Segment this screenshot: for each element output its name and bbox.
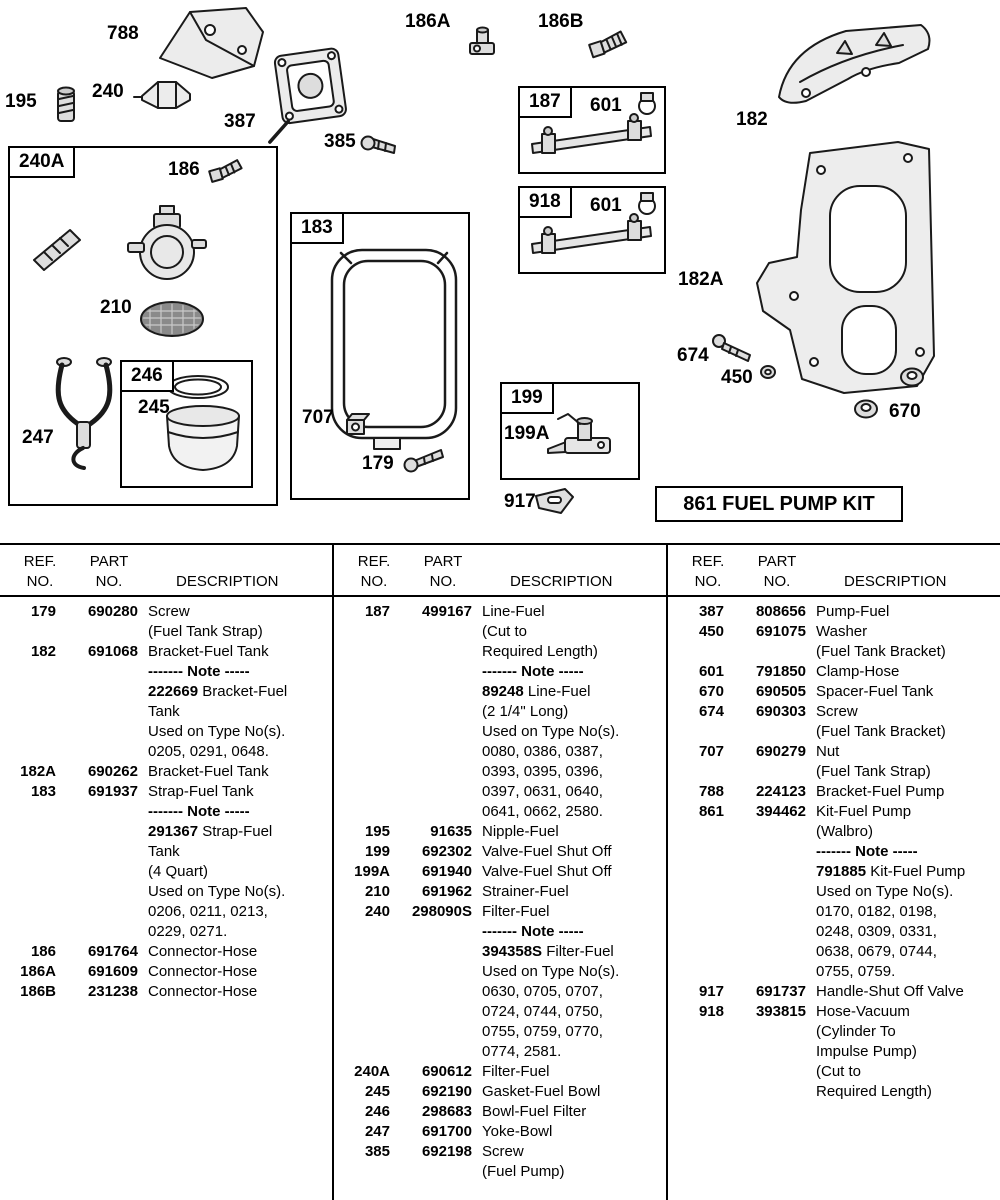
parts-diagram (0, 0, 1000, 543)
table-row (0, 762, 332, 782)
part-no-value: 690279 (755, 743, 806, 760)
description-header: DESCRIPTION (176, 573, 279, 590)
label-245: 245 (138, 397, 170, 418)
ref-no-value: 918 (698, 1003, 724, 1020)
table-row (668, 602, 1000, 622)
shut-off-handle-illustration (536, 489, 573, 513)
label-246: 246 (120, 360, 174, 392)
part-no-value: 691737 (755, 983, 806, 1000)
description-value: Connector-Hose (148, 943, 258, 960)
description-value: Hose-Vacuum (Cylinder To Impulse Pump) (Cut to Required Length) (816, 1003, 932, 1100)
ref-no-value: 240 (364, 903, 390, 920)
part-no-value: 224123 (755, 783, 806, 800)
screw-385-illustration (362, 137, 396, 154)
part-no-value: 691075 (755, 623, 806, 640)
part-no-value: 690505 (755, 683, 806, 700)
ref-no-value: 210 (364, 883, 390, 900)
part-no-value: 692302 (421, 843, 472, 860)
description-value: Strap-Fuel Tank ------- Note ----- 291367 Strap-Fuel Tank (4 Quart) Used on Type No(s). 0206, 0211, 0213, 0229, 0271. (148, 783, 286, 940)
table-body (334, 597, 666, 1182)
description-value: Bracket-Fuel Tank ------- Note ----- 222669 Bracket-Fuel Tank Used on Type No(s). 0205, 0291, 0648. (148, 643, 288, 760)
part-no-value: 91635 (430, 823, 472, 840)
label-187: 187 (518, 86, 572, 118)
label-601-upper: 601 (590, 95, 622, 116)
bracket-fuel-tank-182a-illustration (757, 142, 934, 393)
table-row (334, 862, 666, 882)
ref-no-value: 707 (698, 743, 724, 760)
part-no-value: 499167 (421, 603, 472, 620)
label-186b: 186B (538, 11, 584, 32)
part-no-value: 690303 (755, 703, 806, 720)
table-row (334, 822, 666, 842)
table-row (334, 1102, 666, 1122)
table-row (0, 782, 332, 942)
description-value: Gasket-Fuel Bowl (482, 1083, 601, 1100)
ref-no-value: 182 (30, 643, 56, 660)
label-601-lower: 601 (590, 195, 622, 216)
description-header: DESCRIPTION (844, 573, 947, 590)
description-value: Kit-Fuel Pump (Walbro) ------- Note ----- 791885 Kit-Fuel Pump Used on Type No(s). 0170, 0182, 0198, 0248, 0309, 0331, 0638, 0679, 0744, 0755, 0759. (816, 803, 966, 980)
ref-no-value: 199 (364, 843, 390, 860)
description-value: Screw (Fuel Tank Bracket) (816, 703, 946, 740)
table-row (334, 842, 666, 862)
description-value: Pump-Fuel (816, 603, 890, 620)
table-row (668, 782, 1000, 802)
parts-table-column-3 (666, 545, 1000, 1200)
parts-table (0, 543, 1000, 1200)
table-row (334, 1082, 666, 1102)
ref-no-value: 187 (364, 603, 390, 620)
table-body (668, 597, 1000, 1102)
table-row (668, 662, 1000, 682)
ref-no-value: 246 (364, 1103, 390, 1120)
label-195: 195 (5, 91, 37, 112)
table-row (334, 902, 666, 1062)
label-183: 183 (290, 212, 344, 244)
label-240: 240 (92, 81, 124, 102)
table-row (0, 602, 332, 642)
part-no-value: 393815 (755, 1003, 806, 1020)
ref-no-value: 670 (698, 683, 724, 700)
ref-no-value: 247 (364, 1123, 390, 1140)
part-no-value: 691962 (421, 883, 472, 900)
description-value: Screw (Fuel Pump) (482, 1143, 565, 1180)
description-value: Bracket-Fuel Tank (148, 763, 269, 780)
part-no-value: 690612 (421, 1063, 472, 1080)
description-value: Nipple-Fuel (482, 823, 559, 840)
description-value: Bowl-Fuel Filter (482, 1103, 587, 1120)
fuel-pump-illustration (258, 48, 349, 142)
description-value: Yoke-Bowl (482, 1123, 553, 1140)
table-row (334, 1142, 666, 1182)
ref-no-value: 182A (20, 763, 56, 780)
bracket-fuel-pump-illustration (160, 8, 263, 78)
part-no-value: 691937 (87, 783, 138, 800)
table-row (668, 802, 1000, 982)
description-value: Handle-Shut Off Valve (816, 983, 964, 1000)
table-row (334, 602, 666, 822)
ref-no-value: 199A (354, 863, 390, 880)
ref-header: REF. (357, 553, 391, 570)
fuel-nipple-illustration (58, 88, 74, 122)
straight-connector-186b-illustration (588, 31, 627, 57)
washer-450-illustration (761, 366, 775, 378)
table-header (668, 545, 1000, 597)
bracket-fuel-tank-182-illustration (779, 25, 929, 103)
part-no-value: 690262 (87, 763, 138, 780)
label-917: 917 (504, 491, 536, 512)
ref-header: REF. (691, 553, 725, 570)
table-row (0, 942, 332, 962)
table-row (0, 642, 332, 762)
part-no-value: 692198 (421, 1143, 472, 1160)
part-no-header: NO. (763, 573, 791, 590)
label-670: 670 (889, 401, 921, 422)
part-header: PART (89, 553, 129, 570)
table-row (668, 682, 1000, 702)
description-value: Valve-Fuel Shut Off (482, 843, 612, 860)
parts-table-column-2 (332, 545, 666, 1200)
ref-no-value: 917 (698, 983, 724, 1000)
table-body (0, 597, 332, 1002)
table-row (334, 882, 666, 902)
ref-no-value: 245 (364, 1083, 390, 1100)
ref-no-value: 788 (698, 783, 724, 800)
ref-no-header: NO. (694, 573, 722, 590)
screw-674-illustration (713, 335, 750, 361)
ref-no-value: 186A (20, 963, 56, 980)
ref-no-value: 179 (30, 603, 56, 620)
description-value: Strainer-Fuel (482, 883, 569, 900)
description-value: Filter-Fuel ------- Note ----- 394358S Filter-Fuel Used on Type No(s). 0630, 0705, 0707, 0724, 0744, 0750, 0755, 0759, 0770, 0774, 2581. (482, 903, 620, 1060)
label-788: 788 (107, 23, 139, 44)
part-no-value: 692190 (421, 1083, 472, 1100)
fuel-filter-240-illustration (134, 82, 190, 108)
ref-no-value: 387 (698, 603, 724, 620)
table-row (0, 982, 332, 1002)
label-186a: 186A (405, 11, 451, 32)
description-value: Screw (Fuel Tank Strap) (148, 603, 263, 640)
ref-no-value: 240A (354, 1063, 390, 1080)
ref-no-value: 186 (30, 943, 56, 960)
description-value: Connector-Hose (148, 963, 258, 980)
ref-no-value: 861 (698, 803, 724, 820)
label-210: 210 (100, 297, 132, 318)
description-value: Spacer-Fuel Tank (816, 683, 934, 700)
table-row (0, 962, 332, 982)
ref-no-value: 186B (20, 983, 56, 1000)
part-no-value: 231238 (87, 983, 138, 1000)
table-row (334, 1062, 666, 1082)
description-value: Valve-Fuel Shut Off (482, 863, 612, 880)
ref-no-header: NO. (26, 573, 54, 590)
label-186: 186 (168, 159, 200, 180)
label-199: 199 (500, 382, 554, 414)
part-no-value: 691940 (421, 863, 472, 880)
part-no-value: 691764 (87, 943, 138, 960)
description-value: Bracket-Fuel Pump (816, 783, 945, 800)
elbow-connector-186a-illustration (470, 28, 494, 55)
label-240a: 240A (8, 146, 75, 178)
label-182: 182 (736, 109, 768, 130)
ref-no-value: 183 (30, 783, 56, 800)
part-no-value: 394462 (755, 803, 806, 820)
label-199a: 199A (504, 423, 550, 444)
ref-header: REF. (23, 553, 57, 570)
table-row (668, 622, 1000, 662)
label-182a: 182A (678, 269, 724, 290)
table-header (334, 545, 666, 597)
part-no-header: NO. (95, 573, 123, 590)
part-no-value: 808656 (755, 603, 806, 620)
description-value: Line-Fuel (Cut to Required Length) ------- Note ----- 89248 Line-Fuel (2 1/4" Long) Used on Type No(s). 0080, 0386, 0387, 0393, 0395, 0396, 0397, 0631, 0640, 0641, 0662, 2580. (482, 603, 620, 820)
label-450: 450 (721, 367, 753, 388)
part-no-value: 298090S (411, 903, 472, 920)
label-707: 707 (302, 407, 334, 428)
table-row (668, 982, 1000, 1002)
table-row (668, 742, 1000, 782)
part-no-value: 791850 (755, 663, 806, 680)
part-no-header: NO. (429, 573, 457, 590)
table-row (668, 1002, 1000, 1102)
description-header: DESCRIPTION (510, 573, 613, 590)
parts-table-column-1 (0, 545, 332, 1200)
label-247: 247 (22, 427, 54, 448)
label-387: 387 (224, 111, 256, 132)
label-918: 918 (518, 186, 572, 218)
ref-no-value: 195 (364, 823, 390, 840)
part-header: PART (423, 553, 463, 570)
ref-no-value: 601 (698, 663, 724, 680)
label-385: 385 (324, 131, 356, 152)
description-value: Connector-Hose (148, 983, 258, 1000)
table-header (0, 545, 332, 597)
part-no-value: 691700 (421, 1123, 472, 1140)
description-value: Clamp-Hose (816, 663, 900, 680)
ref-no-value: 450 (698, 623, 724, 640)
part-no-value: 691609 (87, 963, 138, 980)
ref-no-value: 674 (698, 703, 724, 720)
ref-no-header: NO. (360, 573, 388, 590)
description-value: Filter-Fuel (482, 1063, 550, 1080)
part-no-value: 691068 (87, 643, 138, 660)
part-no-value: 690280 (87, 603, 138, 620)
table-row (334, 1122, 666, 1142)
part-no-value: 298683 (421, 1103, 472, 1120)
fuel-pump-kit-title: 861 FUEL PUMP KIT (655, 486, 903, 522)
label-179: 179 (362, 453, 394, 474)
description-value: Washer (Fuel Tank Bracket) (816, 623, 946, 660)
description-value: Nut (Fuel Tank Strap) (816, 743, 931, 780)
ref-no-value: 385 (364, 1143, 390, 1160)
label-674: 674 (677, 345, 709, 366)
part-header: PART (757, 553, 797, 570)
table-row (668, 702, 1000, 742)
